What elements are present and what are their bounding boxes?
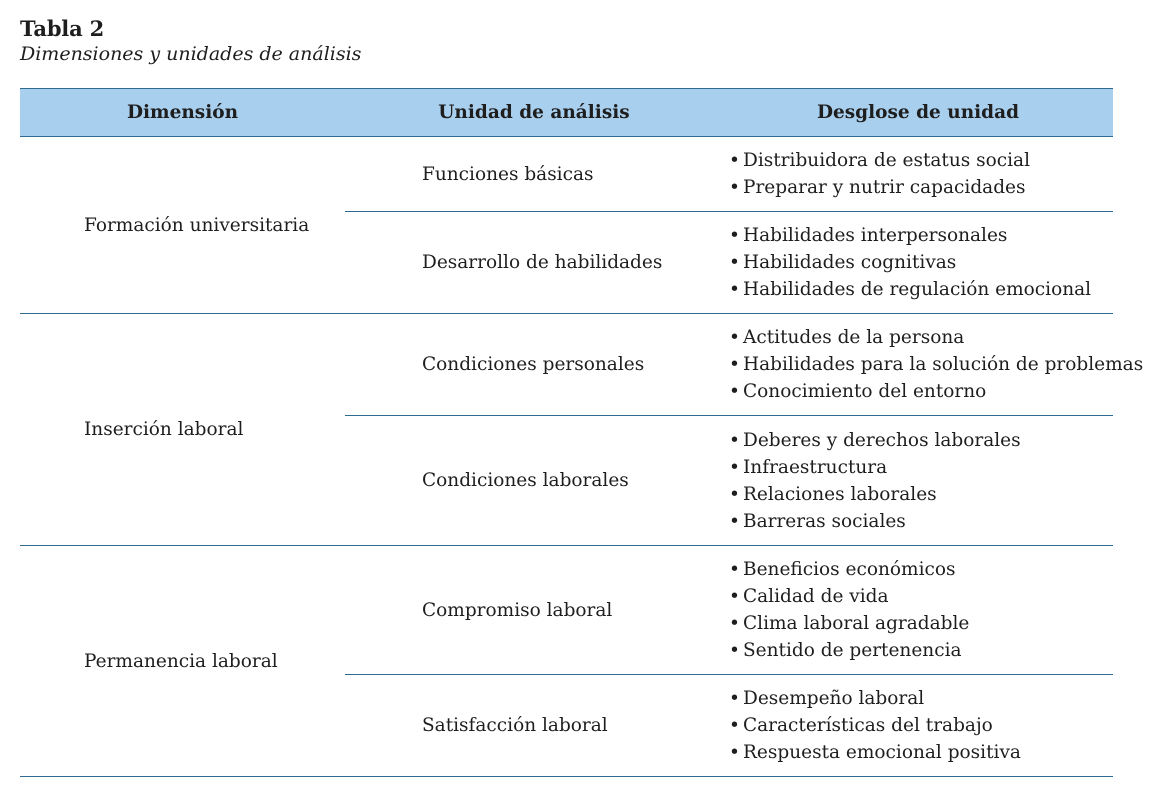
bullet: • [729,456,740,478]
list-item [729,637,1113,664]
bullet: • [729,225,740,246]
bullet: • [729,483,740,505]
dimension-cell: Formación universitaria [20,137,345,314]
breakdown-cell [723,137,1113,212]
analysis-table [20,88,1144,777]
bullet: • [729,381,740,402]
item-text: Relaciones laborales [743,483,937,505]
unit-cell: Satisfacción laboral [345,675,723,777]
list-item [729,508,1113,535]
item-text: Preparar y nutrir capacidades [743,177,1026,198]
header-breakdown: Desglose de unidad [723,89,1113,137]
item-text: Características del trabajo [743,715,993,736]
item-text: Calidad de vida [743,586,889,607]
item-text: Conocimiento del entorno [743,381,987,402]
bullet: • [729,586,740,607]
bullet: • [729,354,740,375]
item-text: Actitudes de la persona [743,327,965,348]
bullet: • [729,252,740,273]
item-text: Desempeño laboral [743,688,925,709]
list-item [729,249,1113,276]
breakdown-cell [723,675,1113,777]
bullet: • [729,715,740,736]
list-item [729,610,1113,637]
list-item [729,481,1113,508]
unit-cell: Desarrollo de habilidades [345,212,723,314]
list-item [729,685,1113,712]
bullet: • [729,279,740,300]
bullet: • [729,510,740,532]
item-text: Habilidades para la solución de problemas [743,354,1144,375]
bullet: • [729,688,740,709]
bullet: • [729,613,740,634]
list-item [729,378,1113,405]
list-item [729,147,1113,174]
item-text: Beneficios económicos [743,559,956,580]
item-text: Infraestructura [743,456,888,478]
bullet: • [729,429,740,451]
table-row [20,314,1113,416]
breakdown-cell [723,416,1113,546]
list-item [729,454,1113,481]
dimension-cell: Inserción laboral [20,314,345,546]
item-text: Habilidades de regulación emocional [743,279,1092,300]
item-text: Barreras sociales [743,510,906,532]
table-row [20,546,1113,675]
table-label: Tabla 2 [20,16,105,41]
unit-cell: Condiciones laborales [345,416,723,546]
item-text: Habilidades interpersonales [743,225,1008,246]
table-row [20,137,1113,212]
list-item [729,556,1113,583]
bullet: • [729,742,740,763]
item-text: Sentido de pertenencia [743,640,962,661]
bullet: • [729,640,740,661]
table-title: Dimensiones y unidades de análisis [20,43,362,65]
bullet: • [729,327,740,348]
item-text: Deberes y derechos laborales [743,429,1021,451]
bullet: • [729,177,740,198]
bullet: • [729,150,740,171]
table-caption [20,16,361,66]
item-text: Respuesta emocional positiva [743,742,1021,763]
list-item [729,174,1113,201]
list-item [729,324,1113,351]
list-item [729,276,1113,303]
item-text: Habilidades cognitivas [743,252,957,273]
list-item [729,427,1113,454]
header-dimension: Dimensión [20,89,345,137]
item-text: Distribuidora de estatus social [743,150,1031,171]
list-item [729,351,1144,378]
item-text: Clima laboral agradable [743,613,970,634]
header-row [20,89,1113,137]
bullet: • [729,559,740,580]
dimension-cell: Permanencia laboral [20,546,345,777]
list-item [729,583,1113,610]
unit-cell: Condiciones personales [345,314,723,416]
header-unit: Unidad de análisis [345,89,723,137]
list-item [729,712,1113,739]
breakdown-cell [723,212,1113,314]
list-item [729,222,1113,249]
breakdown-cell [723,546,1113,675]
breakdown-cell [723,314,1144,416]
list-item [729,739,1113,766]
unit-cell: Funciones básicas [345,137,723,212]
unit-cell: Compromiso laboral [345,546,723,675]
